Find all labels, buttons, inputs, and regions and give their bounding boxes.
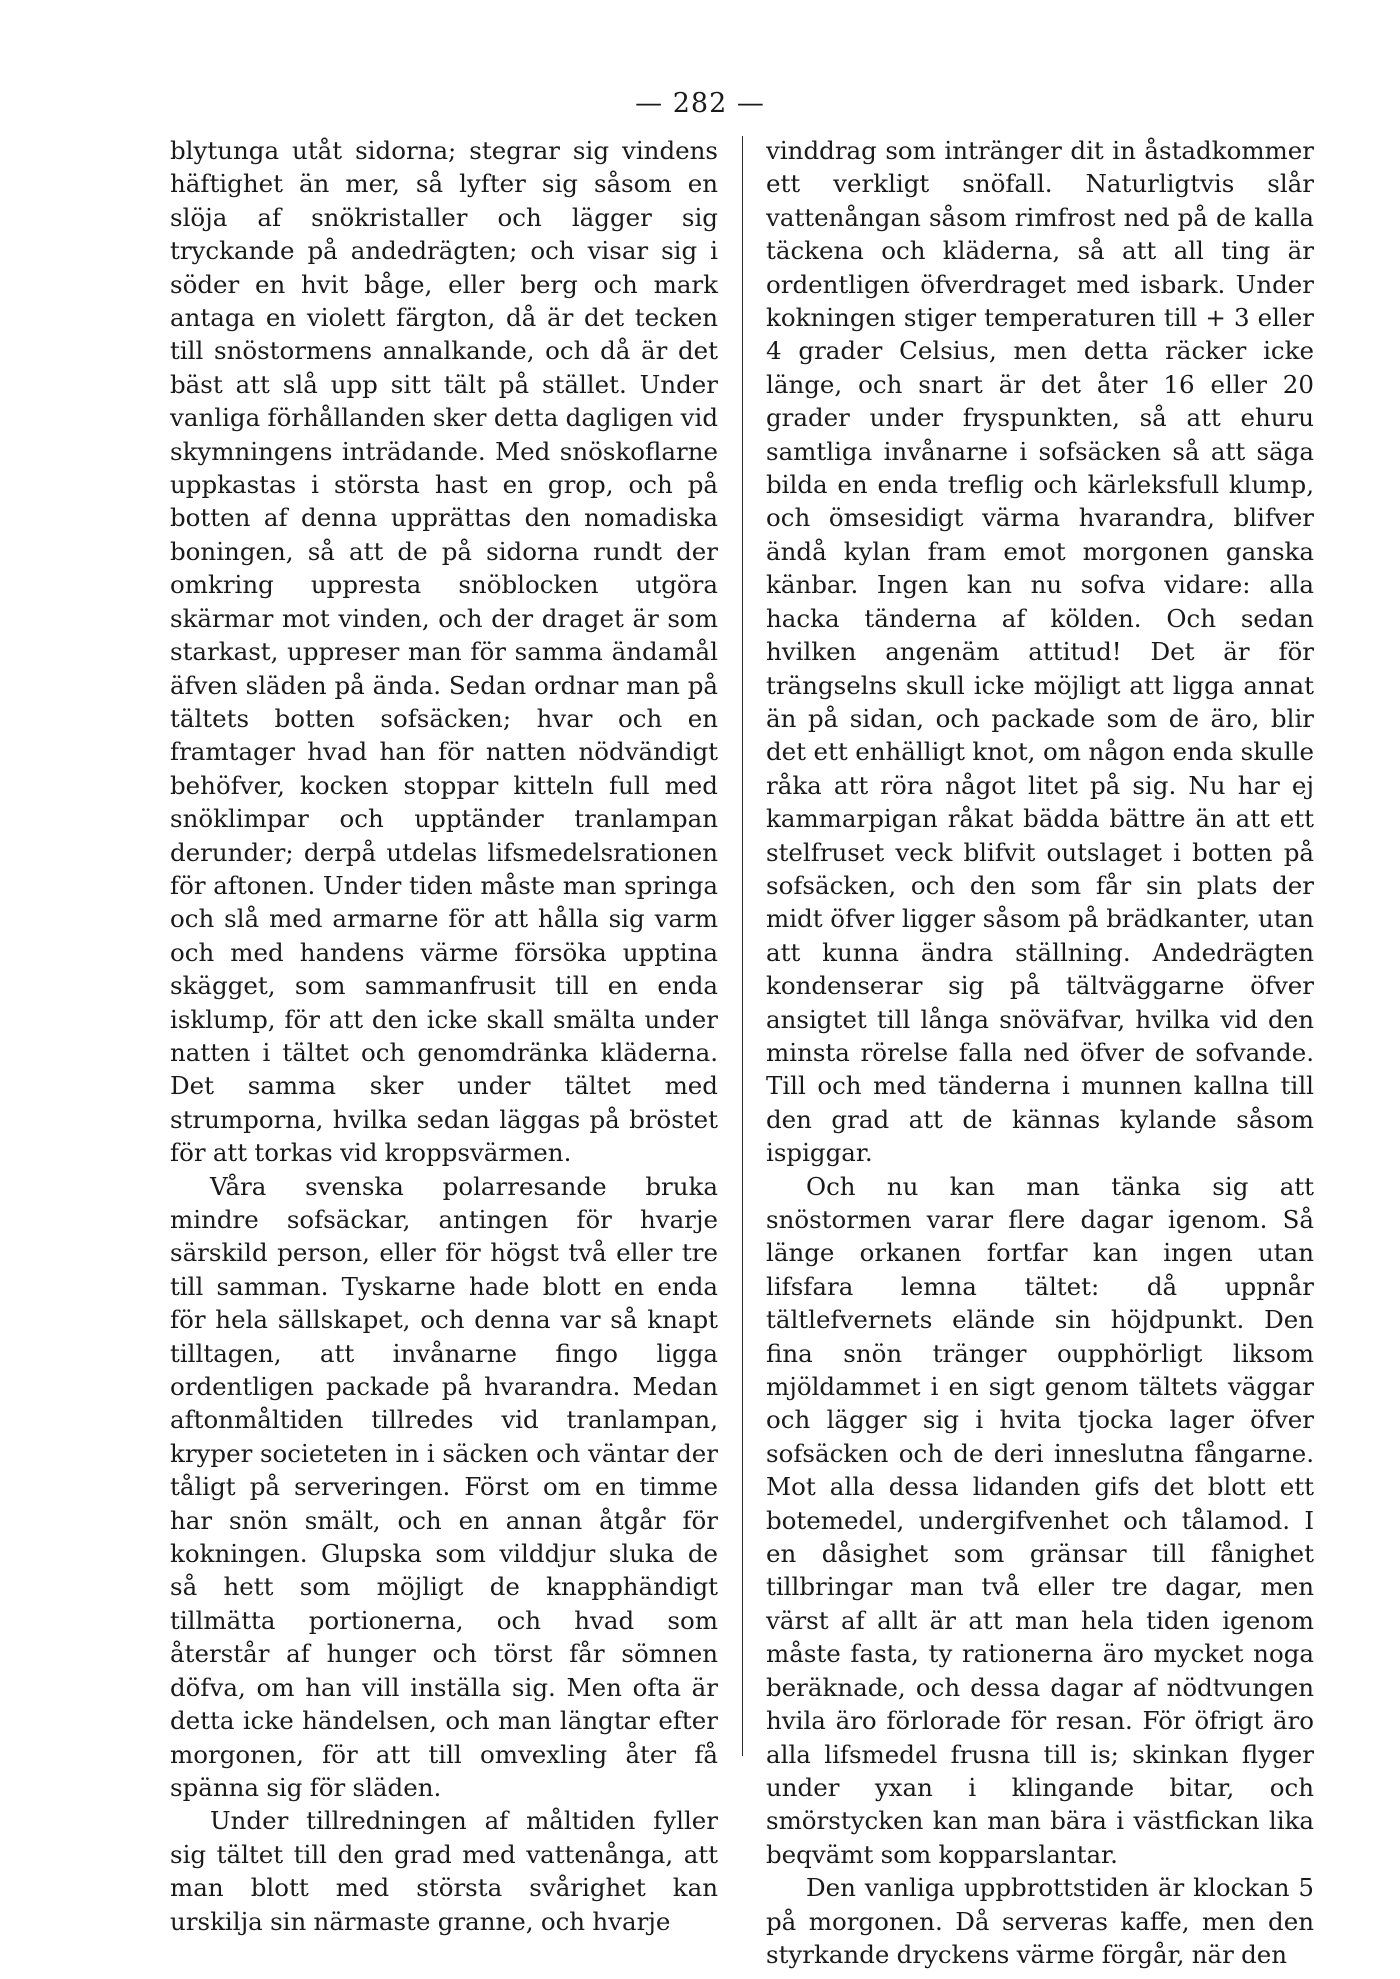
right-paragraph-1: vinddrag som intränger dit in åstadkommer ett verkligt snöfall. Naturligtvis slår vattenångan såsom rimfrost ned på de kalla täckena och kläderna, så att all ting är ordentligen öfverdraget med isbark. Under kokningen stiger temperaturen till + 3 eller 4 grader Celsius, men detta räcker icke länge, och snart är det åter 16 eller 20 grader under fryspunkten, så att ehuru samtliga invånarne i sofsäcken så att säga bilda en enda treflig och kärleksfull klump, och ömsesidigt värma hvarandra, blifver ändå kylan fram emot morgonen ganska känbar. Ingen kan nu sofva vidare: alla hacka tänderna af kölden. Och sedan hvilken angenäm attitud! Det är för trängselns skull icke möjligt att ligga annat än på sidan, och packade som de äro, blir det ett enhälligt knot, om någon enda skulle råka att röra något litet på sig. Nu har ej kammarpigan råkat bädda bättre än att ett stelfruset veck blifvit outslaget i botten på sofsäcken, och den som får sin plats der midt öfver ligger såsom på brädkanter, utan att kunna ändra ställning. Andedrägten kondenserar sig på tältväggarne öfver ansigtet till långa snöväfvar, hvilka vid den minsta rörelse falla ned öfver de sofvande. Till och med tänderna i munnen kallna till den grad att de kännas kylande såsom ispiggar. [766,136,1314,1168]
left-paragraph-1: blytunga utåt sidorna; stegrar sig vindens häftighet än mer, så lyfter sig såsom en slöja af snökristaller och lägger sig tryckande på andedrägten; och visar sig i söder en hvit båge, eller berg och mark antaga en violett färgton, då är det tecken till snöstormens annalkande, och då är det bäst att slå upp sitt tält på stället. Under vanliga förhållanden sker detta dagligen vid skymningens inträdande. Med snöskoflarne uppkastas i största hast en grop, och på botten af denna upprättas den nomadiska boningen, så att de på sidorna rundt der omkring uppresta snöblocken utgöra skärmar mot vinden, och der draget är som starkast, uppreser man för samma ändamål äfven släden på ända. Sedan ordnar man på tältets botten sofsäcken; hvar och en framtager hvad han för natten nödvändigt behöfver, kocken stoppar kitteln full med snöklimpar och upptänder tranlampan derunder; derpå utdelas lifsmedelsrationen för aftonen. Under tiden måste man springa och slå med armarne för att hålla sig varm och med handens värme försöka upptina skägget, som sammanfrusit till en enda isklump, för att den icke skall smälta under natten i tältet och genomdränka kläderna. Det samma sker under tältet med strumporna, hvilka sedan läggas på bröstet för att torkas vid kroppsvärmen. [170,136,718,1168]
left-paragraph-3: Under tillredningen af måltiden fyller sig tältet till den grad med vattenånga, att man blott med största svårighet kan urskilja sin närmaste granne, och hvarje [170,1806,718,1936]
right-paragraph-2: Och nu kan man tänka sig att snöstormen varar flere dagar igenom. Så länge orkanen fortfar kan ingen utan lifsfara lemna tältet: då uppnår tältlefvernets elände sin höjdpunkt. Den fina snön tränger oupphörligt liksom mjöldammet i en sigt genom tältets väggar och lägger sig i hvita tjocka lager öfver sofsäcken och de deri inneslutna fångarne. Mot alla dessa lidanden gifs det blott ett botemedel, undergifvenhet och tålamod. I en dåsighet som gränsar till fånighet tillbringar man två eller tre dagar, men värst af allt är att man hela tiden igenom måste fasta, ty rationerna äro mycket noga beräknade, och dessa dagar af nödtvungen hvila äro förlorade för resan. För öfrigt äro alla lifsmedel frusna till is; skinkan flyger under yxan i klingande bitar, och smörstycken kan man bära i västfickan lika beqvämt som kopparslantar. [766,1171,1314,1869]
left-paragraph-2: Våra svenska polarresande bruka mindre sofsäckar, antingen för hvarje särskild person, eller för högst två eller tre till samman. Tyskarne hade blott en enda för hela sällskapet, och denna var så knapt tilltagen, att invånarne fingo ligga ordentligen packade på hvarandra. Medan aftonmåltiden tillredes vid tranlampan, kryper societeten in i säcken och väntar der tåligt på serveringen. Först om en timme har snön smält, och en annan åtgår för kokningen. Glupska som vilddjur sluka de så hett som möjligt de knapphändigt tillmätta portionerna, och hvad som återstår af hunger och törst får sömnen döfva, om han vill inställa sig. Men ofta är detta icke händelsen, och man längtar efter morgonen, för att till omvexling åter få spänna sig för släden. [170,1171,718,1802]
column-divider [742,136,743,1756]
page-number: — 282 — [635,88,765,119]
right-paragraph-3: Den vanliga uppbrottstiden är klockan 5 på morgonen. Då serveras kaffe, men den styrkande dryckens värme förgår, när den [766,1873,1314,1969]
right-column [766,134,1314,1971]
left-column [170,134,718,1938]
